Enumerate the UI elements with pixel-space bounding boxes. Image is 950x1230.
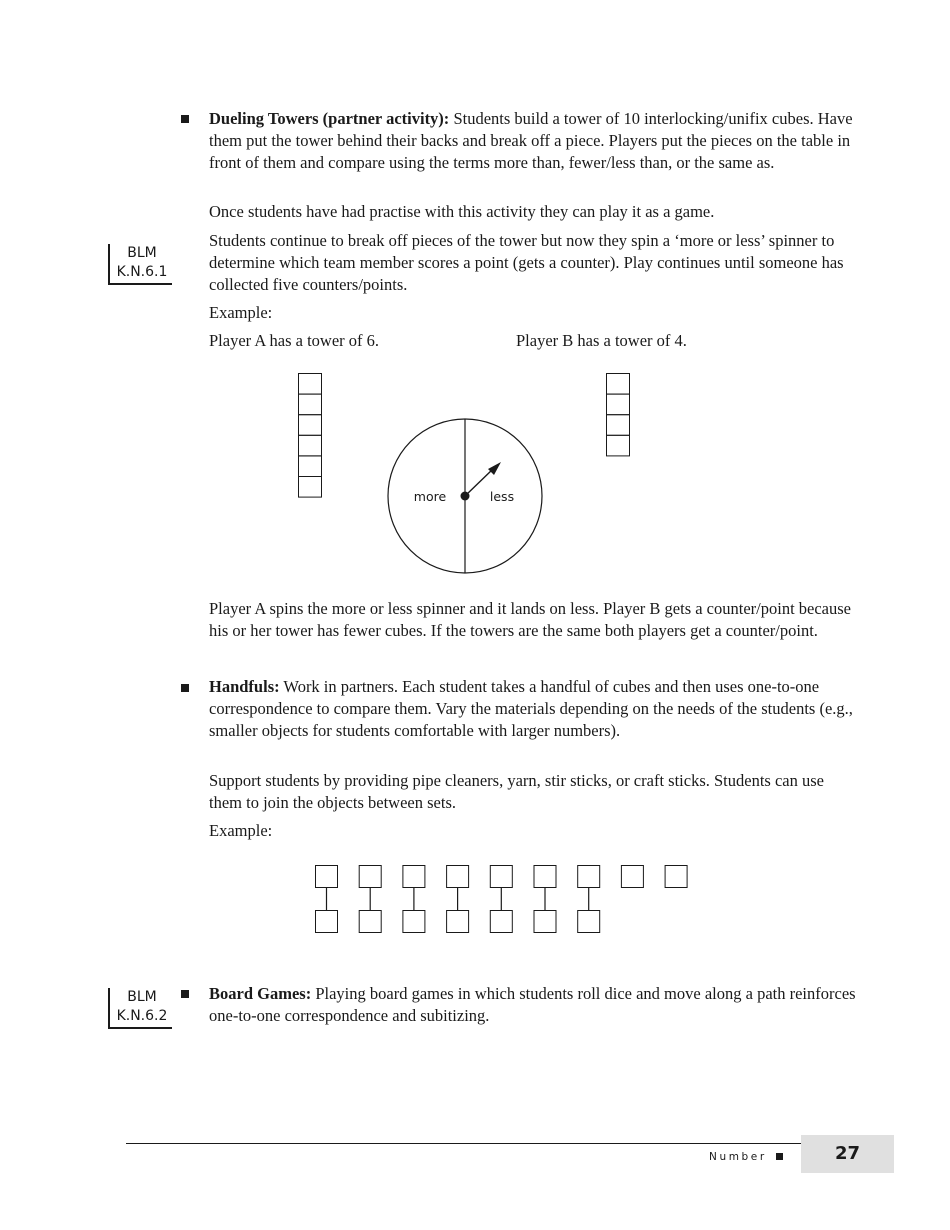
cube xyxy=(299,456,322,477)
top-row-object xyxy=(490,866,512,888)
blm-label: BLM xyxy=(127,245,157,261)
cube xyxy=(299,435,322,456)
page-number: 27 xyxy=(801,1135,894,1173)
spinner-arrow-head xyxy=(488,462,501,475)
dueling-towers-heading: Dueling Towers (partner activity): xyxy=(209,109,450,128)
example-label-2: Example: xyxy=(209,821,273,840)
blm-label: BLM xyxy=(127,989,157,1005)
tower-b xyxy=(607,374,630,456)
spinner-label-more: more xyxy=(413,489,447,504)
top-row-object xyxy=(316,866,338,888)
bullet-icon xyxy=(181,684,189,692)
footer-square-icon xyxy=(776,1153,783,1160)
bottom-row-object xyxy=(403,911,425,933)
cube xyxy=(299,374,322,395)
top-row-object xyxy=(359,866,381,888)
dueling-towers-text: Students build a tower of 10 interlocking/unifix cubes. Have them put the tower behind their backs and break off a piece. Players put the pieces on the table in front of them and compare using the terms more than, fewer/less than, or the same as. xyxy=(209,109,853,172)
cube xyxy=(299,477,322,498)
blm-code: K.N.6.2 xyxy=(116,1008,168,1024)
top-row-object xyxy=(578,866,600,888)
handfuls-text: Work in partners. Each student takes a handful of cubes and then uses one-to-one correspondence to compare them. Vary the materials depending on the needs of the students (e.g., smaller objects for students comfortable with larger numbers). xyxy=(209,677,853,740)
cube xyxy=(607,374,630,395)
bottom-row-object xyxy=(316,911,338,933)
one-to-one-diagram xyxy=(310,860,700,938)
cube xyxy=(607,394,630,415)
blm-code: K.N.6.1 xyxy=(116,264,168,280)
footer-rule xyxy=(126,1143,802,1144)
cube xyxy=(299,394,322,415)
player-b-caption: Player B has a tower of 4. xyxy=(516,331,687,350)
bottom-row-object xyxy=(359,911,381,933)
top-row-object xyxy=(447,866,469,888)
cube xyxy=(607,415,630,436)
board-games-text: Playing board games in which students roll dice and move along a path reinforces one-to-one correspondence and subitizing. xyxy=(209,984,856,1025)
support-paragraph: Support students by providing pipe cleaners, yarn, stir sticks, or craft sticks. Students can use them to join the objects between sets. xyxy=(209,771,824,812)
bullet-icon xyxy=(181,115,189,123)
bottom-row-object xyxy=(447,911,469,933)
player-a-caption: Player A has a tower of 6. xyxy=(209,331,380,350)
bottom-row-object xyxy=(490,911,512,933)
example-label-1: Example: xyxy=(209,303,273,322)
practise-paragraph: Once students have had practise with this activity they can play it as a game. xyxy=(209,202,715,221)
spinner-game-paragraph: Students continue to break off pieces of the tower but now they spin a ‘more or less’ spinner to determine which team member scores a point (gets a counter). Play continues until someone has collected five counters/points. xyxy=(209,231,844,294)
bullet-icon xyxy=(181,990,189,998)
bottom-row-object xyxy=(534,911,556,933)
handfuls-paragraph xyxy=(209,676,859,741)
more-less-spinner xyxy=(388,419,542,573)
top-row-object xyxy=(621,866,643,888)
towers-spinner-diagram xyxy=(290,365,640,580)
handfuls-heading: Handfuls: xyxy=(209,677,280,696)
footer-section-title: Number xyxy=(709,1151,767,1163)
blm-reference-2 xyxy=(108,988,172,1029)
bottom-row-object xyxy=(578,911,600,933)
top-row-object xyxy=(403,866,425,888)
cube xyxy=(607,435,630,456)
board-games-heading: Board Games: xyxy=(209,984,312,1003)
cube xyxy=(299,415,322,436)
top-row-object xyxy=(665,866,687,888)
top-row-object xyxy=(534,866,556,888)
dueling-towers-paragraph xyxy=(209,108,859,173)
tower-a xyxy=(299,374,322,498)
spinner-result-paragraph: Player A spins the more or less spinner and it lands on less. Player B gets a counter/point because his or her tower has fewer cubes. If the towers are the same both players get a counter/point. xyxy=(209,599,852,640)
board-games-paragraph xyxy=(209,983,859,1027)
blm-reference-1 xyxy=(108,244,172,285)
spinner-label-less: less xyxy=(489,489,515,504)
